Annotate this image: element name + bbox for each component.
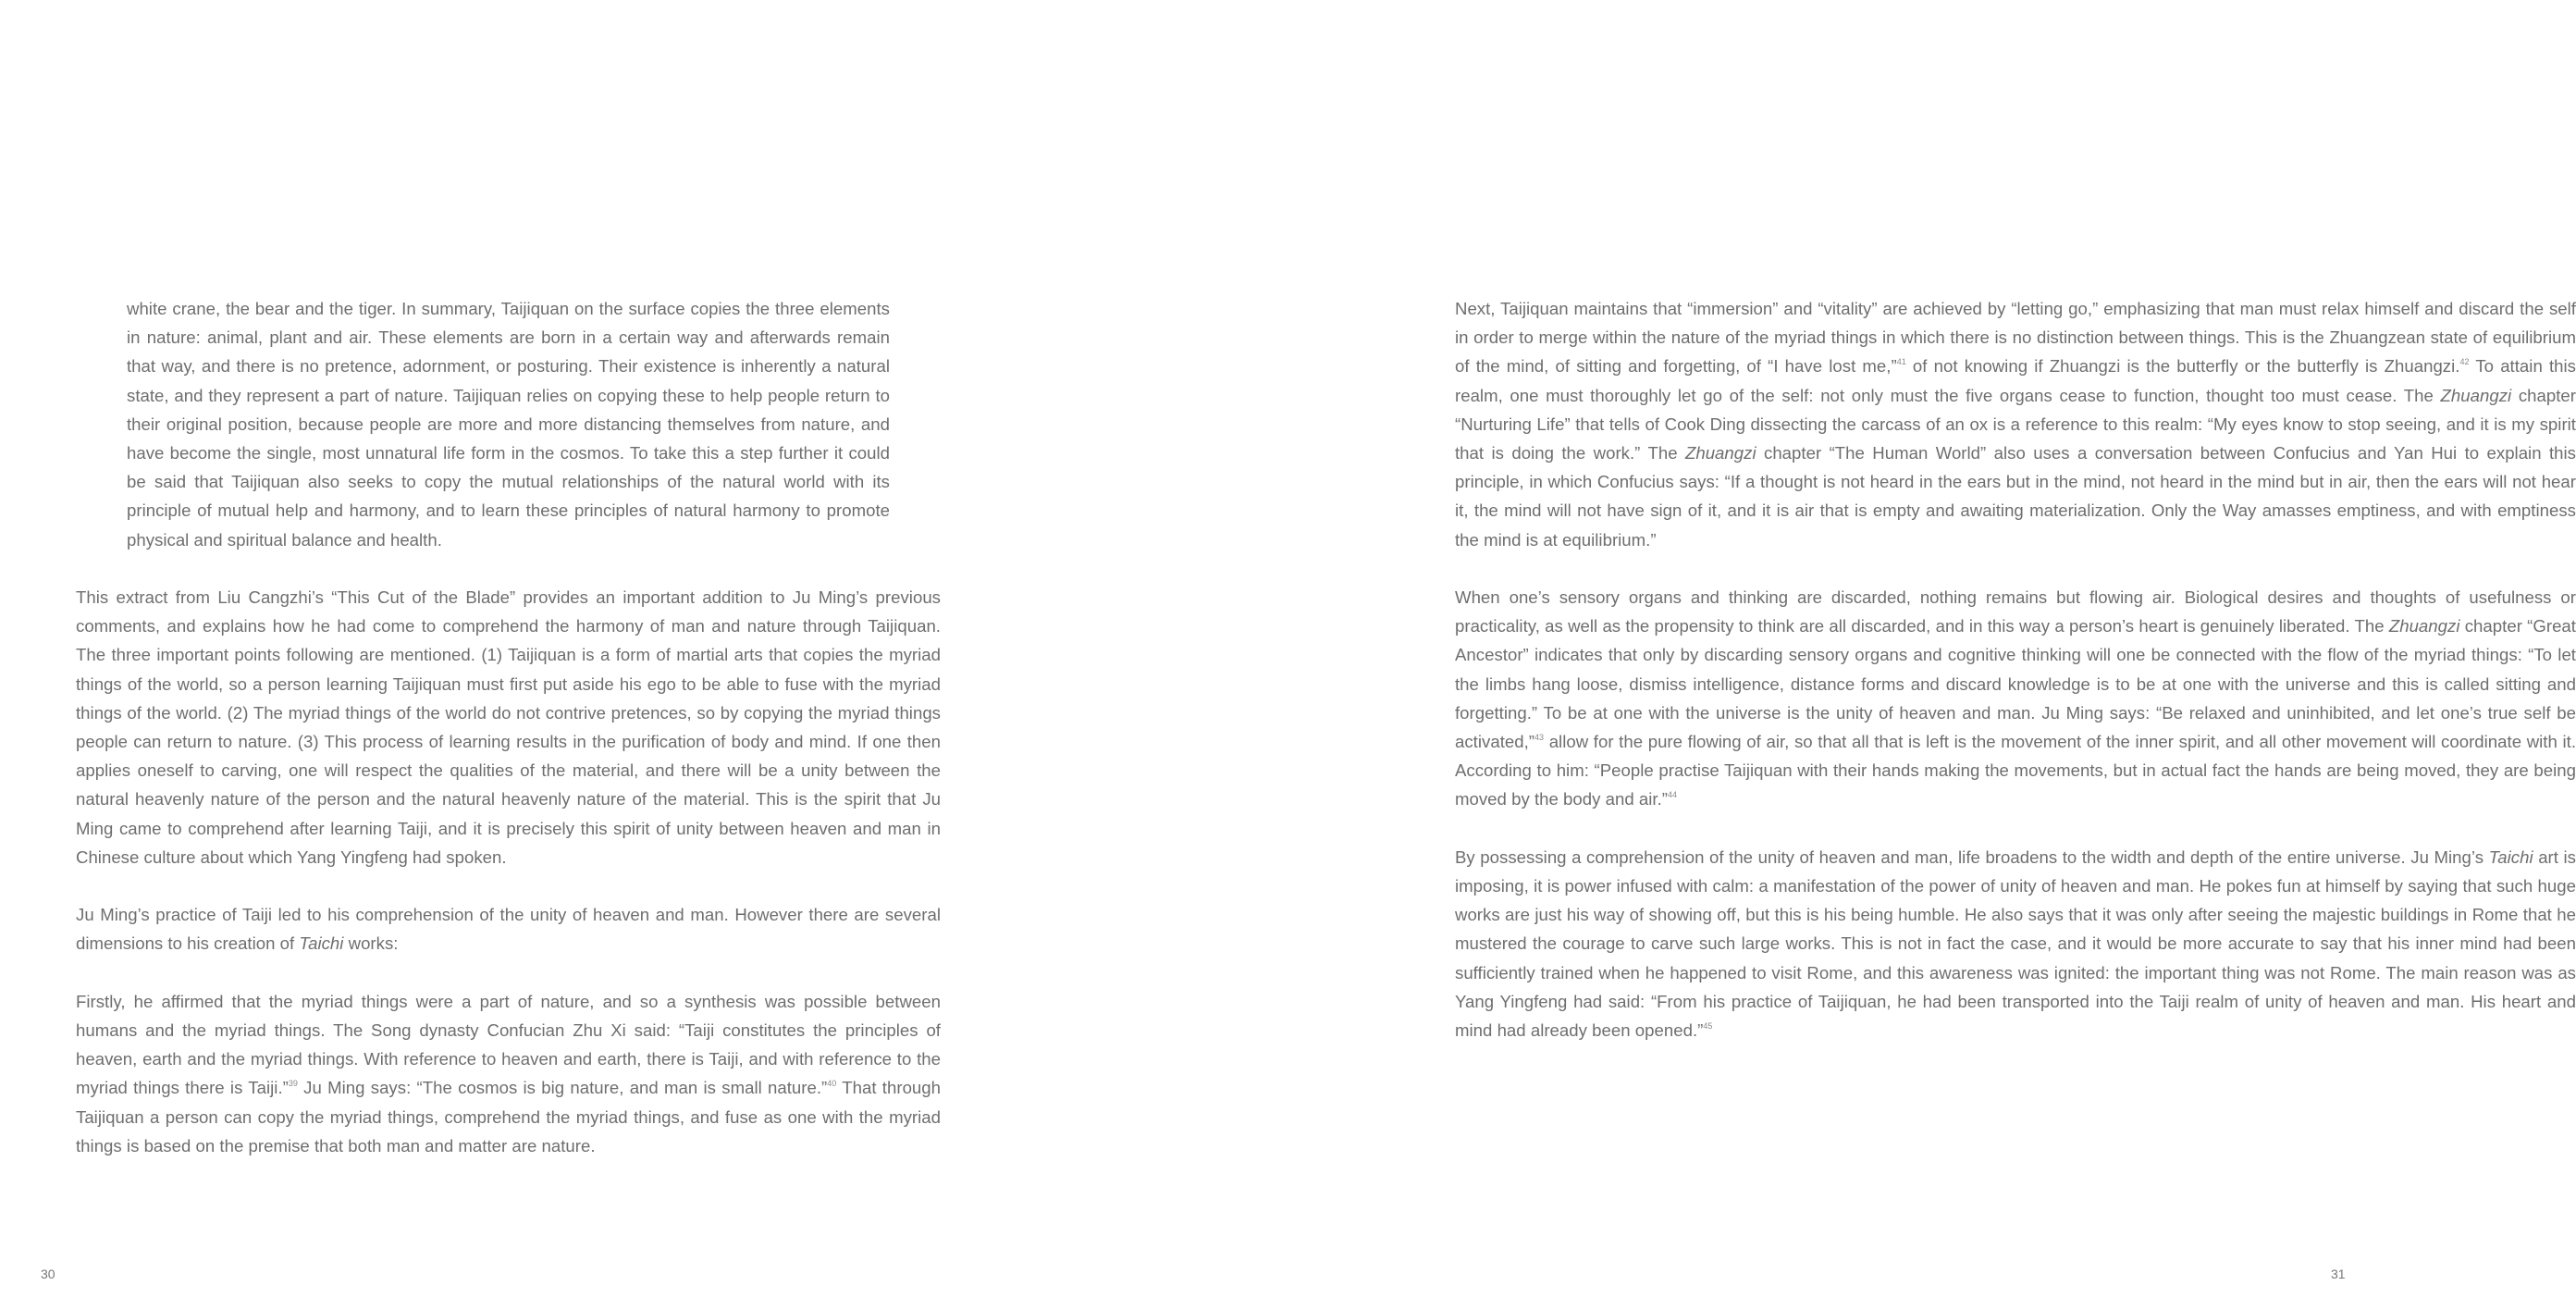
left-page: [0, 0, 1184, 1310]
paragraph-text: works:: [343, 933, 399, 954]
right-paragraph-2: [1455, 583, 2576, 814]
left-paragraph-3: [76, 987, 941, 1160]
page-number-right: 31: [2331, 1267, 2346, 1281]
right-page: [1184, 0, 2576, 1310]
paragraph-text: allow for the pure flowing of air, so that all that is left is the movement of the inner spirit, and all other movement will coordinate with it. According to him: “People practise Taijiquan with their hands making the movements, but in actual fact the hands are being moved, they are being moved by the body and air.”: [1455, 732, 2576, 809]
paragraph-text: When one’s sensory organs and thinking are discarded, nothing remains but flowing air. Biological desires and thoughts of usefulness or practicality, as well as the propensity to think are all discarded, and in this way a person’s heart is genuinely liberated. The: [1455, 587, 2576, 636]
quote-text: white crane, the bear and the tiger. In summary, Taijiquan on the surface copies the three elements in nature: animal, plant and air. These elements are born in a certain way and afterwards remain that way, and there is no pretence, adornment, or posturing. Their existence is inherently a natural state, and they represent a part of nature. Taijiquan relies on copying these to help people return to their original position, because people are more and more distancing themselves from nature, and have become the single, most unnatural life form in the cosmos. To take this a step further it could be said that Taijiquan also seeks to copy the mutual relationships of the natural world with its principle of mutual help and harmony, and to learn these principles of natural harmony to promote physical and spiritual balance and health.: [127, 299, 890, 550]
paragraph-text: chapter “The Human World” also uses a conversation between Confucius and Yan Hui to explain this principle, in which Confucius says: “If a thought is not heard in the ears but in the mind, not heard in the mind but in air, then the ears will not hear it, the mind will not have sign of it, and it is air that is empty and awaiting materialization. Only the Way amasses emptiness, and with emptiness the mind is at equilibrium.”: [1455, 443, 2576, 550]
footnote-ref: 42: [2459, 357, 2470, 367]
paragraph-text: To attain this realm, one must thoroughly let go of the self: not only must the five organs cease to function, thought too must cease. The: [1455, 356, 2576, 405]
right-paragraph-1: [1455, 294, 2576, 554]
page-number-left: 30: [41, 1267, 55, 1281]
block-quote: [127, 294, 890, 554]
footnote-ref: 44: [1668, 790, 1678, 800]
paragraph-text: art is imposing, it is power infused with calm: a manifestation of the power of unity of heaven and man. He pokes fun at himself by saying that such huge works are just his way of showing off, but this is his being humble. He also says that it was only after seeing the majestic buildings in Rome that he mustered the courage to carve such large works. This is not in fact the case, and it would be more accurate to say that his inner mind had been sufficiently trained when he happened to visit Rome, and this awareness was ignited: the important thing was not Rome. The main reason was as Yang Yingfeng had said: “From his practice of Taijiquan, he had been transported into the Taiji realm of unity of heaven and man. His heart and mind had already been opened.”: [1455, 847, 2576, 1041]
left-paragraph-1: [76, 583, 941, 871]
work-title-italic: Zhuangzi: [2388, 616, 2460, 636]
footnote-ref: 39: [288, 1079, 298, 1089]
work-title-italic: Zhuangzi: [1684, 443, 1756, 463]
paragraph-text: Ju Ming’s practice of Taiji led to his comprehension of the unity of heaven and man. However there are several dimensions to his creation of: [76, 905, 941, 954]
footnote-ref: 43: [1535, 732, 1545, 742]
paragraph-text: Ju Ming says: “The cosmos is big nature, and man is small nature.”: [297, 1078, 828, 1098]
right-paragraph-3: [1455, 843, 2576, 1044]
paragraph-text: This extract from Liu Cangzhi’s “This Cut of the Blade” provides an important addition to Ju Ming’s previous comments, and explains how he had come to comprehend the harmony of man and nature through Taijiquan. The three important points following are mentioned. (1) Taijiquan is a form of martial arts that copies the myriad things of the world, so a person learning Taijiquan must first put aside his ego to be able to fuse with the myriad things of the world. (2) The myriad things of the world do not contrive pretences, so by copying the myriad things people can return to nature. (3) This process of learning results in the purification of body and mind. If one then applies oneself to carving, one will respect the qualities of the material, and there will be a unity between the natural heavenly nature of the person and the natural heavenly nature of the material. This is the spirit that Ju Ming came to comprehend after learning Taiji, and it is precisely this spirit of unity between heaven and man in Chinese culture about which Yang Yingfeng had spoken.: [76, 587, 941, 867]
left-body-text: [76, 583, 941, 1160]
work-title-italic: Taichi: [299, 933, 344, 954]
right-body-text: [1455, 294, 2576, 1044]
paragraph-text: Next, Taijiquan maintains that “immersion” and “vitality” are achieved by “letting go,” emphasizing that man must relax himself and discard the self in order to merge within the nature of the myriad things in which there is no distinction between things. This is the Zhuangzean state of equilibrium of the mind, of sitting and forgetting, of “I have lost me,”: [1455, 299, 2576, 377]
work-title-italic: Taichi: [2488, 847, 2533, 867]
paragraph-text: By possessing a comprehension of the unity of heaven and man, life broadens to the width and depth of the entire universe. Ju Ming’s: [1455, 847, 2489, 867]
quote-paragraph: [127, 294, 890, 554]
work-title-italic: Zhuangzi: [2440, 385, 2512, 405]
paragraph-text: That through Taijiquan a person can copy the myriad things, comprehend the myriad things, and fuse as one with the myriad things is based on the premise that both man and matter are nature.: [76, 1078, 942, 1156]
footnote-ref: 45: [1703, 1020, 1713, 1031]
paragraph-text: Firstly, he affirmed that the myriad things were a part of nature, and so a synthesis was possible between humans and the myriad things. The Song dynasty Confucian Zhu Xi said: “Taiji constitutes the principles of heaven, earth and the myriad things. With reference to heaven and earth, there is Taiji, and with reference to the myriad things there is Taiji.”: [76, 991, 941, 1098]
left-paragraph-2: [76, 900, 941, 958]
paragraph-text: of not knowing if Zhuangzi is the butterfly or the butterfly is Zhuangzi.: [1905, 356, 2460, 377]
paragraph-text: chapter “Nurturing Life” that tells of Cook Ding dissecting the carcass of an ox is a reference to this realm: “My eyes know to stop seeing, and it is my spirit that is doing the work.” The: [1455, 385, 2576, 463]
paragraph-text: chapter “Great Ancestor” indicates that only by discarding sensory organs and cognitive thinking will one be connected with the flow of the myriad things: “To let the limbs hang loose, dismiss intelligence, distance forms and discard knowledge is to be at one with the universe and this is called sitting and forgetting.” To be at one with the universe is the unity of heaven and man. Ju Ming says: “Be relaxed and uninhibited, and let one’s true self be activated,”: [1455, 616, 2576, 752]
footnote-ref: 41: [1896, 357, 1906, 367]
footnote-ref: 40: [827, 1079, 837, 1089]
